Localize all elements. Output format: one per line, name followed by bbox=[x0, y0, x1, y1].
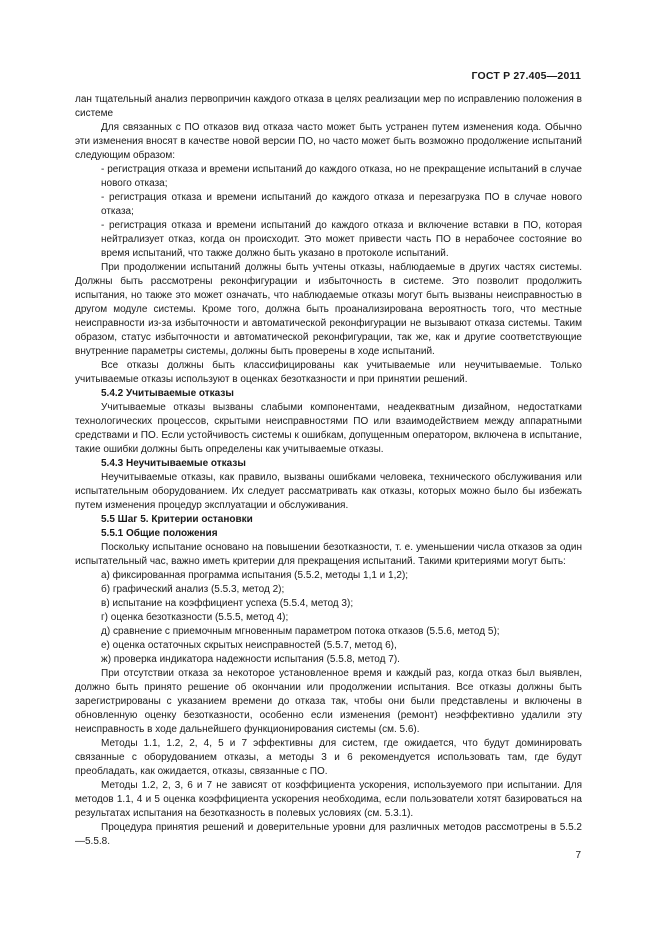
paragraph: Неучитываемые отказы, как правило, вызваны ошибками человека, технического обслуживания или испытательным оборудованием. Их следует рассматривать как отказы, которых можно было бы избежать путем изменения процедур эксплуатации и обслуживания. bbox=[75, 472, 582, 511]
paragraph: Методы 1.1, 1.2, 2, 4, 5 и 7 эффективны для систем, где ожидается, что будут доминировать связанные с оборудованием отказы, а методы 3 и 6 рекомендуется использовать там, где будут преобладать, как ожидается, отказы, связанные с ПО. bbox=[75, 738, 582, 777]
page-content bbox=[75, 93, 582, 849]
paragraph: Методы 1.2, 2, 3, 6 и 7 не зависят от коэффициента ускорения, используемого при испытании. Для методов 1.1, 4 и 5 оценка коэффициента ускорения необходима, если пользователи хотят базироваться на результатах испытания на безотказность в полевых условиях (см. 5.3.1). bbox=[75, 780, 582, 819]
section-heading-5-4-2: 5.4.2 Учитываемые отказы bbox=[101, 388, 234, 399]
paragraph: Поскольку испытание основано на повышении безотказности, т. е. уменьшении числа отказов за один испытательный час, важно иметь критерии для прекращения испытаний. Такими критериями могут быть: bbox=[75, 542, 582, 567]
section-heading-5-4-3: 5.4.3 Неучитываемые отказы bbox=[101, 458, 246, 469]
page-number: 7 bbox=[575, 850, 581, 861]
criteria-item: в) испытание на коэффициент успеха (5.5.4, метод 3); bbox=[101, 598, 354, 609]
paragraph: лан тщательный анализ первопричин каждого отказа в целях реализации мер по исправлению положения в системе bbox=[75, 94, 582, 119]
criteria-item: г) оценка безотказности (5.5.5, метод 4); bbox=[101, 612, 289, 623]
list-item: - регистрация отказа и времени испытаний до каждого отказа и перезагрузка ПО в случае нового отказа; bbox=[101, 192, 582, 217]
paragraph: Учитываемые отказы вызваны слабыми компонентами, неадекватным дизайном, недостатками технологических процессов, скрытыми неисправностями ПО или взаимодействием между аппаратными средствами и ПО. Если устойчивость системы к ошибкам, допущенным оператором, включена в испытание, такие ошибки должны быть определены как учитываемые отказы. bbox=[75, 402, 582, 455]
paragraph: При отсутствии отказа за некоторое установленное время и каждый раз, когда отказ был выявлен, должно быть принято решение об окончании или продолжении испытания. Все отказы должны быть зарегистрированы с указанием времени до отказа так, чтобы они были представлены и включены в обновленную оценку безотказности, особенно если изменения (ремонт) неэффективно удалили эту неисправность в ходе дальнейшего функционирования системы (см. 5.6). bbox=[75, 668, 582, 735]
criteria-item: е) оценка остаточных скрытых неисправностей (5.5.7, метод 6), bbox=[101, 640, 397, 651]
paragraph: Все отказы должны быть классифицированы как учитываемые или неучитываемые. Только учитываемые отказы используют в оценках безотказности и при принятии решений. bbox=[75, 360, 582, 385]
section-heading-5-5-1: 5.5.1 Общие положения bbox=[101, 528, 218, 539]
list-item: - регистрация отказа и времени испытаний до каждого отказа, но не прекращение испытаний в случае нового отказа; bbox=[101, 164, 582, 189]
criteria-item: а) фиксированная программа испытания (5.5.2, методы 1,1 и 1,2); bbox=[101, 570, 409, 581]
criteria-item: д) сравнение с приемочным мгновенным параметром потока отказов (5.5.6, метод 5); bbox=[101, 626, 500, 637]
criteria-item: б) графический анализ (5.5.3, метод 2); bbox=[101, 584, 285, 595]
criteria-item: ж) проверка индикатора надежности испытания (5.5.8, метод 7). bbox=[101, 654, 400, 665]
list-item: - регистрация отказа и времени испытаний до каждого отказа и включение вставки в ПО, которая нейтрализует отказ, когда он происходит. Это может привести часть ПО в нерабочее состояние во время испытаний, что также должно быть указано в протоколе испытаний. bbox=[101, 220, 582, 259]
section-heading-5-5: 5.5 Шаг 5. Критерии остановки bbox=[101, 514, 253, 525]
paragraph: Для связанных с ПО отказов вид отказа часто может быть устранен путем изменения кода. Обычно эти изменения вносят в качестве новой версии ПО, но часто может быть возможно продолжение испытаний следующим образом: bbox=[75, 122, 582, 161]
document-code-header: ГОСТ Р 27.405—2011 bbox=[471, 70, 581, 82]
paragraph: Процедура принятия решений и доверительные уровни для различных методов рассмотрены в 5.5.2—5.5.8. bbox=[75, 822, 582, 847]
paragraph: При продолжении испытаний должны быть учтены отказы, наблюдаемые в других частях системы. Должны быть рассмотрены реконфигурации и избыточность в системе. Это позволит продолжить испытания, но также это может означать, что наблюдаемые отказы могут быть вызваны неисправностью в другом модуле системы. Кроме того, должна быть проанализирована вероятность того, что местные неисправности из-за избыточности и автоматической реконфигурации не вызывают отказа системы. Таким образом, статус избыточности и автоматической реконфигурации, так же, как и другие соответствующие внутренние параметры системы, должны быть проверены в ходе испытаний. bbox=[75, 262, 582, 357]
